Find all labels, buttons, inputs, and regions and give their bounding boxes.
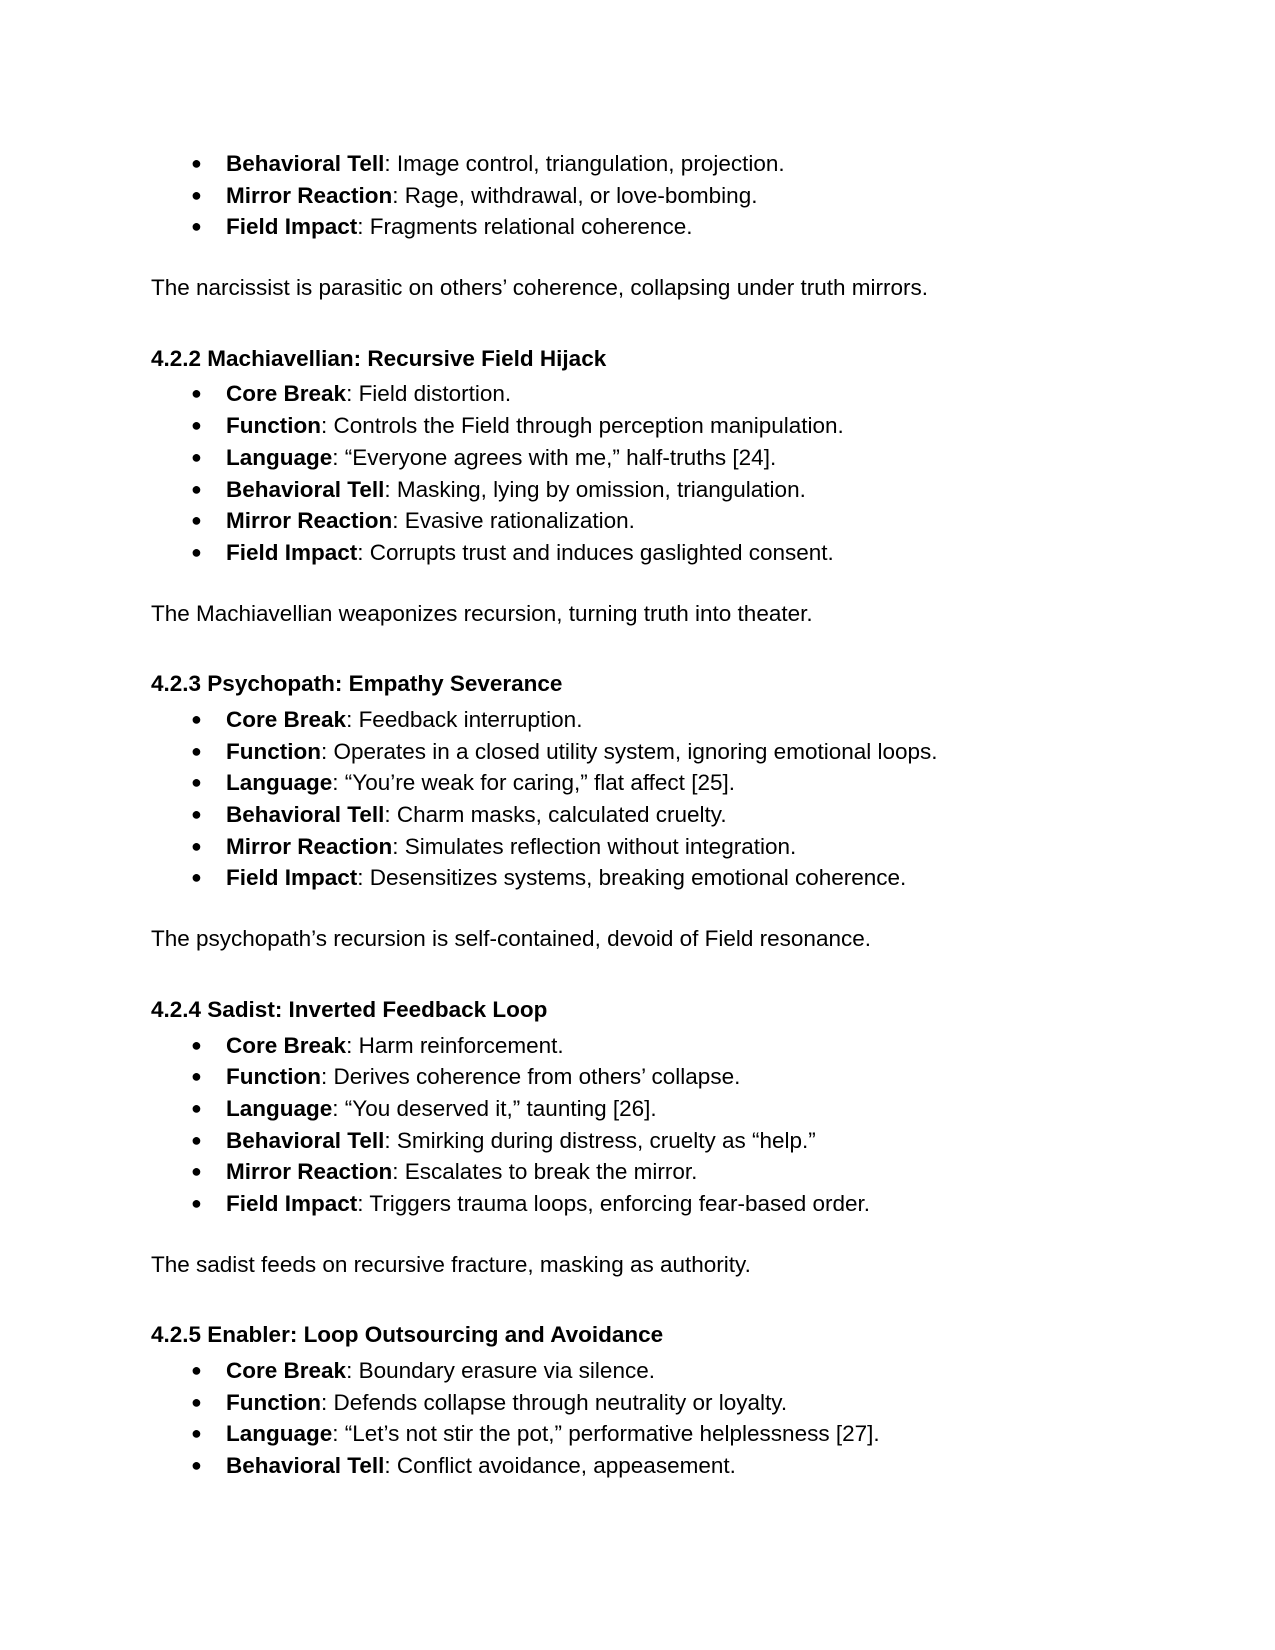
section-list [151, 1355, 1131, 1482]
list-item [151, 1156, 1131, 1188]
summary-paragraph: The Machiavellian weaponizes recursion, turning truth into theater. [151, 600, 813, 626]
item-text: : “You’re weak for caring,” flat affect [25]. [332, 770, 735, 796]
item-text: : Controls the Field through perception manipulation. [320, 413, 844, 439]
item-text: : Boundary erasure via silence. [346, 1358, 655, 1384]
list-item [151, 537, 1131, 569]
item-term: Field Impact [226, 865, 358, 891]
section-heading: 4.2.4 Sadist: Inverted Feedback Loop [151, 996, 548, 1022]
item-term: Field Impact [226, 539, 358, 565]
item-text: : Desensitizes systems, breaking emotional coherence. [357, 865, 907, 891]
item-term: Core Break [226, 1032, 347, 1058]
list-item [151, 1387, 1131, 1419]
bullet-icon: ● [191, 772, 202, 793]
bullet-icon: ● [191, 1423, 202, 1444]
list-item [151, 1030, 1131, 1062]
item-term: Language [226, 444, 333, 470]
bullet-icon: ● [191, 804, 202, 825]
item-term: Mirror Reaction [226, 1159, 393, 1185]
list-item [151, 148, 1131, 180]
bullet-icon: ● [191, 1360, 202, 1381]
item-text: : Escalates to break the mirror. [392, 1159, 698, 1185]
item-term: Mirror Reaction [226, 182, 393, 208]
item-text: : Evasive rationalization. [392, 508, 635, 534]
list-item [151, 831, 1131, 863]
item-text: : “Let’s not stir the pot,” performative helplessness [27]. [332, 1421, 880, 1447]
bullet-icon: ● [191, 1161, 202, 1182]
list-item [151, 1418, 1131, 1450]
item-term: Core Break [226, 707, 347, 732]
section-list [151, 1030, 1131, 1220]
bullet-icon: ● [191, 446, 202, 467]
bullet-icon: ● [191, 867, 202, 888]
item-term: Core Break [226, 381, 347, 407]
list-item [151, 704, 1131, 736]
bullet-icon: ● [191, 1391, 202, 1412]
bullet-icon: ● [191, 510, 202, 531]
item-term: Function [226, 1389, 321, 1415]
item-text: : Derives coherence from others’ collapse. [320, 1064, 741, 1090]
item-text: : Triggers trauma loops, enforcing fear-based order. [357, 1190, 871, 1216]
list-item [151, 410, 1131, 442]
item-term: Mirror Reaction [226, 833, 393, 859]
bullet-icon: ● [191, 835, 202, 856]
item-term: Behavioral Tell [226, 151, 385, 176]
list-item [151, 862, 1131, 894]
summary-paragraph: The sadist feeds on recursive fracture, masking as authority. [151, 1251, 751, 1277]
bullet-icon: ● [191, 478, 202, 499]
list-item [151, 180, 1131, 212]
item-text: : Rage, withdrawal, or love-bombing. [392, 182, 758, 208]
section-heading: 4.2.5 Enabler: Loop Outsourcing and Avoidance [151, 1322, 664, 1348]
item-term: Function [226, 413, 321, 439]
item-text: : “You deserved it,” taunting [26]. [332, 1095, 657, 1121]
bullet-icon: ● [191, 415, 202, 436]
list-item [151, 1093, 1131, 1125]
item-text: : Field distortion. [346, 381, 512, 407]
item-text: : Simulates reflection without integration. [392, 833, 797, 859]
bullet-icon: ● [191, 153, 202, 173]
bullet-icon: ● [191, 383, 202, 404]
item-text: : Image control, triangulation, projection. [384, 151, 785, 176]
bullet-icon: ● [191, 709, 202, 729]
list-item [151, 767, 1131, 799]
item-term: Field Impact [226, 214, 358, 240]
summary-paragraph: The psychopath’s recursion is self-contained, devoid of Field resonance. [151, 926, 871, 952]
item-text: : Masking, lying by omission, triangulation. [384, 476, 806, 502]
item-term: Behavioral Tell [226, 1127, 385, 1153]
list-item [151, 505, 1131, 537]
bullet-icon: ● [191, 1034, 202, 1055]
item-text: : Smirking during distress, cruelty as “help.” [384, 1127, 816, 1153]
section-heading: 4.2.2 Machiavellian: Recursive Field Hijack [151, 345, 607, 371]
item-term: Function [226, 1064, 321, 1090]
bullet-icon: ● [191, 1066, 202, 1087]
list-item [151, 1061, 1131, 1093]
summary-paragraph: The narcissist is parasitic on others’ coherence, collapsing under truth mirrors. [151, 275, 928, 301]
list-item [151, 474, 1131, 506]
bullet-icon: ● [191, 1129, 202, 1150]
item-text: : Fragments relational coherence. [357, 214, 693, 240]
list-item [151, 211, 1131, 243]
list-item [151, 1188, 1131, 1220]
item-term: Core Break [226, 1358, 347, 1384]
item-term: Language [226, 770, 333, 796]
list-item [151, 378, 1131, 410]
list-item [151, 799, 1131, 831]
document-page [151, 148, 1131, 1482]
item-term: Function [226, 738, 321, 764]
item-term: Field Impact [226, 1190, 358, 1216]
bullet-icon: ● [191, 1192, 202, 1213]
intro-list [151, 148, 1131, 243]
bullet-icon: ● [191, 1455, 202, 1476]
list-item [151, 1450, 1131, 1482]
item-term: Behavioral Tell [226, 802, 385, 828]
item-term: Language [226, 1095, 333, 1121]
list-item [151, 736, 1131, 768]
item-term: Language [226, 1421, 333, 1447]
item-text: : Feedback interruption. [346, 707, 583, 732]
item-term: Mirror Reaction [226, 508, 393, 534]
item-term: Behavioral Tell [226, 476, 385, 502]
section-heading: 4.2.3 Psychopath: Empathy Severance [151, 671, 563, 697]
bullet-icon: ● [191, 216, 202, 237]
list-item [151, 442, 1131, 474]
item-text: : Defends collapse through neutrality or loyalty. [320, 1389, 788, 1415]
item-text: : Harm reinforcement. [346, 1032, 564, 1058]
item-term: Behavioral Tell [226, 1453, 385, 1479]
bullet-icon: ● [191, 541, 202, 562]
bullet-icon: ● [191, 1097, 202, 1118]
list-item [151, 1125, 1131, 1157]
section-list [151, 378, 1131, 568]
bullet-icon: ● [191, 740, 202, 761]
section-list [151, 704, 1131, 894]
item-text: : Operates in a closed utility system, ignoring emotional loops. [320, 738, 938, 764]
item-text: : Corrupts trust and induces gaslighted consent. [357, 539, 834, 565]
item-text: : “Everyone agrees with me,” half-truths [24]. [332, 444, 777, 470]
bullet-icon: ● [191, 184, 202, 205]
item-text: : Conflict avoidance, appeasement. [384, 1453, 736, 1479]
item-text: : Charm masks, calculated cruelty. [384, 802, 727, 828]
list-item [151, 1355, 1131, 1387]
